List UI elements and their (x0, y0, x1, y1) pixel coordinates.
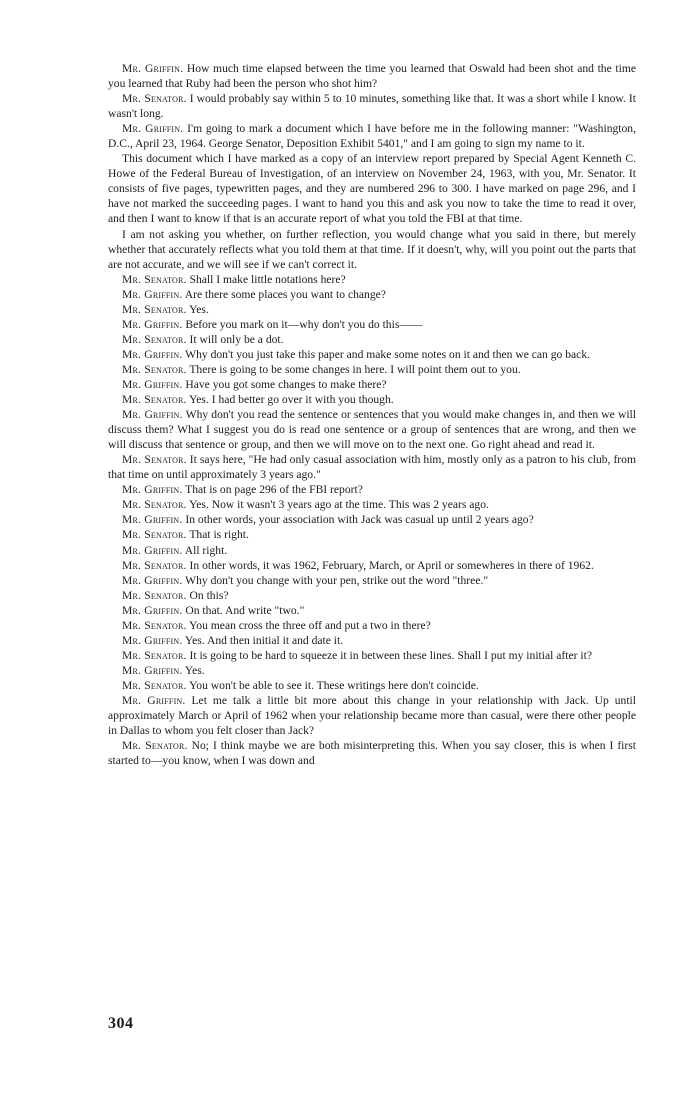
paragraph (108, 302, 636, 317)
paragraph (108, 287, 636, 302)
paragraph-text: How much time elapsed between the time you learned that Oswald had been shot and the time you learned that Ruby had been the person who shot him? (108, 62, 637, 91)
speaker-name: Mr. Griffin. (122, 633, 183, 647)
paragraph-text: Yes. Now it wasn't 3 years ago at the time. This was 2 years ago. (189, 498, 489, 512)
speaker-name: Mr. Griffin. (122, 377, 183, 391)
paragraph-text: All right. (184, 543, 228, 557)
paragraph-text: Are there some places you want to change? (184, 287, 386, 301)
speaker-name: Mr. Griffin. (122, 693, 186, 707)
speaker-name: Mr. Senator. (122, 528, 187, 542)
transcript-page (108, 61, 636, 768)
paragraph (108, 543, 636, 558)
paragraph (108, 151, 636, 226)
paragraph-text: On that. And write "two." (185, 603, 305, 617)
paragraph (108, 558, 636, 573)
paragraph (108, 618, 636, 633)
paragraph-text: Yes. (184, 663, 205, 677)
paragraph-text: You mean cross the three off and put a two in there? (189, 618, 431, 632)
speaker-name: Mr. Griffin. (122, 287, 183, 301)
paragraph (108, 377, 636, 392)
speaker-name: Mr. Griffin. (122, 122, 184, 136)
paragraph-text: You won't be able to see it. These writings here don't coincide. (189, 678, 479, 692)
speaker-name: Mr. Senator. (122, 302, 187, 316)
paragraph-text: Yes. I had better go over it with you though. (189, 393, 394, 407)
paragraph (108, 663, 636, 678)
paragraph (108, 693, 636, 738)
speaker-name: Mr. Senator. (122, 648, 187, 662)
speaker-name: Mr. Senator. (122, 498, 187, 512)
paragraph (108, 738, 636, 768)
speaker-name: Mr. Senator. (122, 272, 187, 286)
speaker-name: Mr. Senator. (122, 618, 187, 632)
paragraph (108, 512, 636, 527)
paragraph-text: Why don't you change with your pen, strike out the word "three." (185, 573, 489, 587)
paragraph-text: I'm going to mark a document which I have before me in the following manner: "Washington, D.C., April 23, 1964. George Senator, Deposition Exhibit 5401," and I am going to sign my name to it. (108, 122, 636, 151)
speaker-name: Mr. Griffin. (122, 347, 183, 361)
paragraph (108, 603, 636, 618)
speaker-name: Mr. Griffin. (122, 603, 183, 617)
paragraph (108, 227, 636, 272)
speaker-name: Mr. Senator. (122, 678, 187, 692)
paragraph (108, 452, 636, 482)
paragraph (108, 362, 636, 377)
speaker-name: Mr. Griffin. (122, 543, 183, 557)
speaker-name: Mr. Griffin. (122, 573, 183, 587)
speaker-name: Mr. Senator. (122, 558, 187, 572)
speaker-name: Mr. Senator. (122, 362, 187, 376)
paragraph (108, 272, 636, 287)
paragraph (108, 678, 636, 693)
paragraph (108, 121, 636, 151)
paragraph (108, 332, 636, 347)
paragraph-text: In other words, your association with Jack was casual up until 2 years ago? (185, 513, 534, 527)
speaker-name: Mr. Griffin. (122, 317, 183, 331)
paragraph (108, 497, 636, 512)
paragraph-text: Why don't you just take this paper and make some notes on it and then we can go back. (185, 347, 591, 361)
paragraph (108, 317, 636, 332)
speaker-name: Mr. Senator. (122, 332, 187, 346)
paragraph-text: No; I think maybe we are both misinterpreting this. When you say closer, this is when I first started to—you know, when I was down and (108, 739, 636, 768)
paragraph-text: Yes. And then initial it and date it. (184, 633, 344, 647)
speaker-name: Mr. Senator. (122, 588, 187, 602)
paragraph-text: That is right. (189, 528, 249, 542)
paragraph-text: Have you got some changes to make there? (185, 377, 387, 391)
paragraph (108, 392, 636, 407)
paragraph (108, 633, 636, 648)
speaker-name: Mr. Senator. (122, 739, 188, 753)
paragraph-text: In other words, it was 1962, February, March, or April or somewheres in there of 1962. (189, 558, 594, 572)
paragraph-text: That is on page 296 of the FBI report? (185, 483, 363, 497)
speaker-name: Mr. Senator. (122, 393, 187, 407)
paragraph-text: It will only be a dot. (189, 332, 284, 346)
paragraph-text: I would probably say within 5 to 10 minutes, something like that. It was a short while I know. It wasn't long. (108, 92, 637, 121)
speaker-name: Mr. Griffin. (122, 408, 183, 422)
paragraph (108, 648, 636, 663)
paragraph-text: There is going to be some changes in here. I will point them out to you. (189, 362, 521, 376)
page-number: 304 (108, 1015, 134, 1032)
paragraph-text: Let me talk a little bit more about this change in your relationship with Jack. Up until approximately March or April of 1962 when your relationship became more than casual, were there other people in Dallas to whom you felt closer than Jack? (108, 693, 636, 738)
paragraph (108, 573, 636, 588)
paragraph-text: Yes. (189, 302, 209, 316)
paragraph (108, 527, 636, 542)
paragraph-text: It says here, "He had only casual association with him, mostly only as a patron to his club, from that time on until approximately 3 years ago." (108, 453, 636, 482)
paragraph-text: Before you mark on it—why don't you do this—— (185, 317, 423, 331)
paragraph (108, 482, 636, 497)
speaker-name: Mr. Griffin. (122, 62, 184, 75)
paragraph (108, 407, 636, 452)
paragraph (108, 91, 636, 121)
paragraph-text: Why don't you read the sentence or sentences that you would make changes in, and then we will discuss them? What I suggest you do is read one sentence or a group of sentences that are wrong, and then we will discuss that sentence or group, and then we will move on to the next one. Go right ahead and read it. (108, 408, 636, 452)
paragraph-text: This document which I have marked as a copy of an interview report prepared by Special Agent Kenneth C. Howe of the Federal Bureau of Investigation, of an interview on November 24, 1963, with you, Mr. Senator. It consists of five pages, typewritten pages, and they are numbered 296 to 300. I have marked on page 296, and I have not marked the succeeding pages. I want to hand you this and ask you now to take the time to read it over, and then I want to know if that is an accurate report of what you told the FBI at that time. (108, 152, 636, 226)
speaker-name: Mr. Senator. (122, 453, 187, 467)
speaker-name: Mr. Griffin. (122, 663, 183, 677)
paragraph-text: Shall I make little notations here? (189, 272, 346, 286)
paragraph-text: On this? (189, 588, 229, 602)
speaker-name: Mr. Griffin. (122, 513, 183, 527)
paragraph (108, 588, 636, 603)
paragraph-text: I am not asking you whether, on further reflection, you would change what you said in there, but merely whether that accurately reflects what you told them at that time. If it doesn't, why, will you point out the parts that are not accurate, and we will see if we can't correct it. (108, 227, 636, 271)
paragraph (108, 347, 636, 362)
paragraph-text: It is going to be hard to squeeze it in between these lines. Shall I put my initial after it? (189, 648, 592, 662)
speaker-name: Mr. Griffin. (122, 483, 183, 497)
paragraph (108, 61, 636, 91)
speaker-name: Mr. Senator. (122, 92, 187, 106)
